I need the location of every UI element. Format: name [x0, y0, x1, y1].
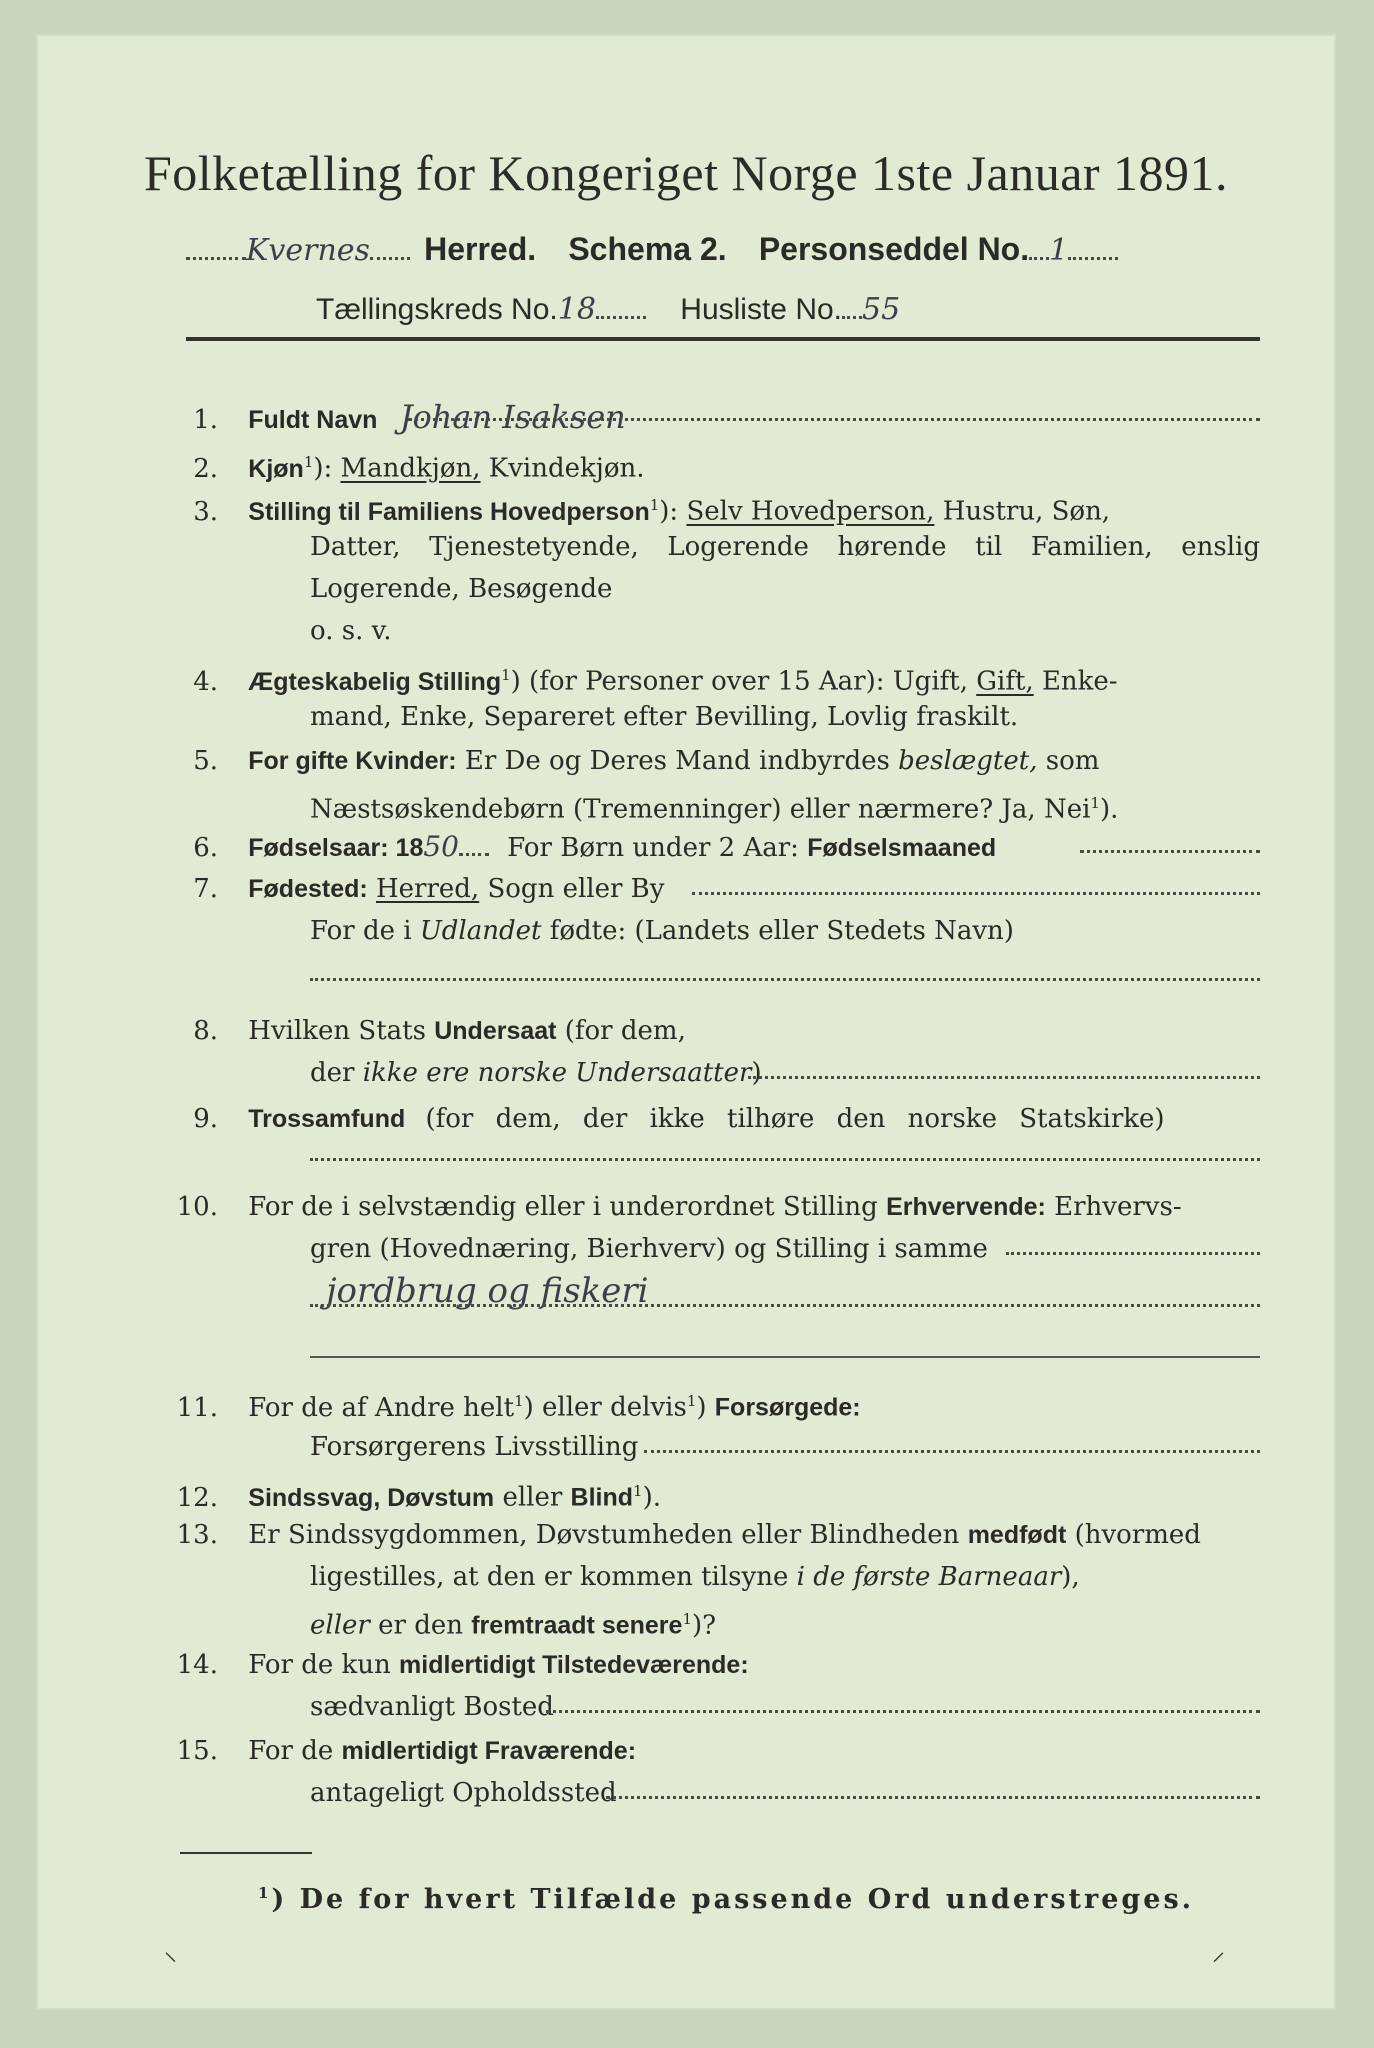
footnote: $^1$) De for hvert Tilfælde passende Ord understreges.	[258, 1884, 1195, 1915]
kreds-label: Tællingskreds No.	[316, 293, 558, 326]
question-13: 13. Er Sindssygdommen, Døvstumheden eller Blindheden medfødt (hvormed	[176, 1520, 1201, 1550]
question-5: 5. For gifte Kvinder: Er De og Deres Mand indbyrdes beslægtet, som	[193, 746, 1100, 776]
question-9: 9. Trossamfund (for dem, der ikke tilhøre den norske Statskirke)	[193, 1104, 1165, 1134]
husliste-value: 55	[862, 292, 901, 327]
q3-selected: Selv Hovedperson,	[686, 496, 935, 527]
kreds-value: 18	[557, 292, 596, 327]
question-14: 14. For de kun midlertidigt Tilstedeværende:	[176, 1650, 749, 1680]
question-12: 12. Sindssvag, Døvstum eller Blind$^1$).	[176, 1482, 662, 1513]
personseddel-value: 1	[1049, 233, 1069, 268]
question-1: 1. Fuldt Navn Johan Isaksen	[193, 398, 626, 436]
herred-value: Kvernes	[246, 233, 370, 268]
personseddel-label: Personseddel No.	[758, 231, 1030, 267]
corner-mark-left: ⸜	[164, 1937, 178, 1967]
question-10: 10. For de i selvstændig eller i underordnet Stilling Erhvervende: Erhvervs-	[176, 1192, 1182, 1222]
q10-occupation-value: jordbrug og fiskeri	[326, 1271, 649, 1311]
header-herred-row	[186, 230, 1118, 268]
corner-mark-right: ⸝	[1212, 1937, 1226, 1967]
question-7: 7. Fødested: Herred, Sogn eller By	[193, 874, 665, 904]
q2-option-mandkjon: Mandkjøn,	[340, 453, 481, 484]
question-6: 6. Fødselsaar: 1850 For Børn under 2 Aar: Fødselsmaaned	[193, 830, 997, 863]
header-kreds-row	[316, 292, 900, 327]
footnote-rule	[180, 1852, 312, 1854]
census-form-sheet: Folketælling for Kongeriget Norge 1ste Januar 1891. Kvernes Herred. Schema 2. Personseddel No. 1 Tællingskreds No.18 Husliste No. 55 1. Fuldt Navn Johan Isaksen 2. Kjøn$^1$): Mandkjøn, Kvindekjøn. 3. Stilling til Familiens Hovedperson$^1$): Selv Hovedperson, Hustru, Søn, Datter, Tjenestetyende, Logerende hørende til Familien, enslig Logerende, Besøgende o. s. v. 4. Ægteskabelig Stilling$^1$) (for Personer over 15 Aar): Ugift, Gift, Enke- mand, Enke, Separeret efter Bevilling, Lovlig fraskilt. 5. For gifte Kvinder: Er De og Deres Mand indbyrdes beslægtet, som Næstsøskendebørn (Tremenninger) eller nærmere? Ja, Nei$^1$). 6. Fødselsaar: 1850 For Børn under 2 Aar: Fødselsmaaned 7. Fødested: Herred, Sogn eller By For de i Udlandet fødte: (Landets eller Stedets Navn) 8. Hvilken Stats Undersaat (for dem, der ikke ere norske Undersaatter) 9. Trossamfund (for dem, der ikke tilhøre den norske Statskirke) 10. For de i selvstændig eller i underordnet Stilling Erhvervende: Erhvervs- gren (Hovednæring, Bierhverv) og Stilling i samme jordbrug og fiskeri 11. For de af Andre helt$^1$) eller delvis$^1$) Forsørgede: Forsørgerens Livsstilling 12. Sindssvag, Døvstum eller Blind$^1$). 13. Er Sindssygdommen, Døvstumheden eller Blindheden medfødt (hvormed ligestilles, at den er kommen tilsyne i de første Barneaar), eller er den fremtraadt senere$^1$)? 14. For de kun midlertidigt Tilstedeværende: sædvanligt Bosted 15. For de midlertidigt Fraværende: antageligt Opholdssted $^1$) De for hvert Tilfælde passende Ord understreges. ⸜ ⸝	[36, 34, 1336, 2010]
q6-birth-year-value: 50	[423, 830, 459, 863]
q4-selected: Gift,	[976, 666, 1034, 697]
form-title: Folketælling for Kongeriget Norge 1ste Januar 1891.	[143, 145, 1229, 201]
header-divider	[186, 337, 1260, 341]
schema-label: Schema 2.	[568, 231, 727, 267]
question-15: 15. For de midlertidigt Fraværende:	[176, 1736, 637, 1766]
q1-name-value: Johan Isaksen	[399, 398, 626, 436]
question-11: 11. For de af Andre helt$^1$) eller delvis$^1$) Forsørgede:	[176, 1392, 861, 1423]
question-4: 4. Ægteskabelig Stilling$^1$) (for Personer over 15 Aar): Ugift, Gift, Enke-	[193, 666, 1118, 697]
herred-label: Herred.	[424, 231, 537, 267]
q1-label: Fuldt Navn	[248, 406, 378, 434]
question-2: 2. Kjøn$^1$): Mandkjøn, Kvindekjøn.	[193, 453, 645, 484]
question-8: 8. Hvilken Stats Undersaat (for dem,	[193, 1016, 686, 1046]
q7-selected: Herred,	[375, 874, 480, 904]
q2-option-kvindekjon: Kvindekjøn.	[488, 453, 645, 484]
husliste-label: Husliste No.	[680, 293, 842, 326]
question-3: 3. Stilling til Familiens Hovedperson$^1$): Selv Hovedperson, Hustru, Søn,	[193, 496, 1111, 527]
